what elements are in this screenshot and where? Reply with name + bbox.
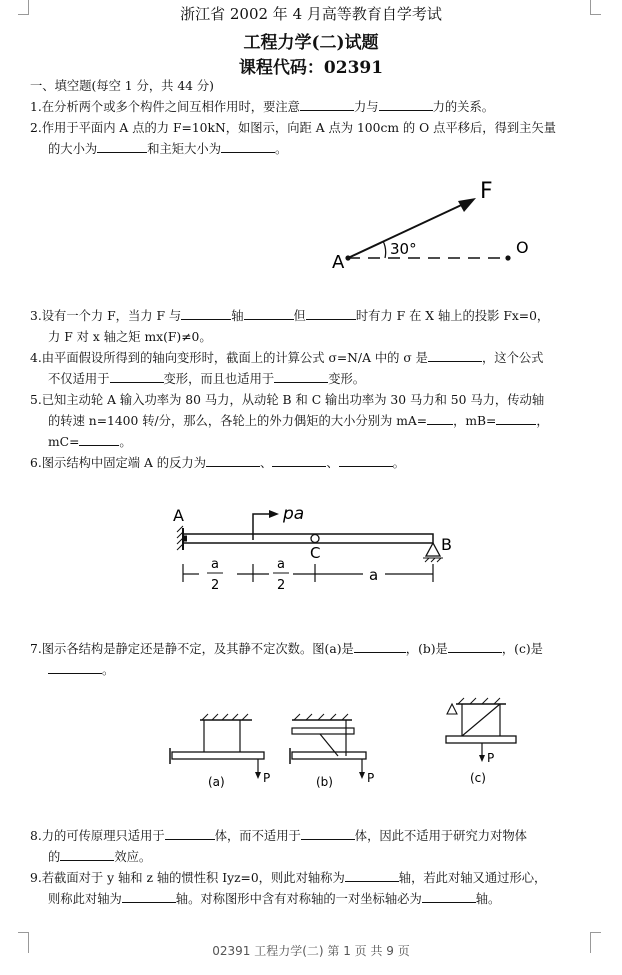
q6-blank-3[interactable] (339, 454, 393, 467)
dim3-label: a (369, 566, 379, 584)
q2-text-a: 的大小为 (48, 142, 98, 156)
point-a (345, 255, 350, 260)
q1-text-c: 力的关系。 (432, 100, 495, 114)
beam-diagram (165, 500, 465, 600)
q4-text-d: 变形，而且也适用于 (163, 372, 275, 386)
q8-text-b: 体，而不适用于 (214, 829, 301, 843)
q5-text-b: ，mB= (453, 414, 497, 428)
question-1 (30, 97, 494, 117)
question-7 (30, 639, 543, 659)
q1-blank-2[interactable] (379, 98, 433, 111)
structures-diagram (160, 690, 530, 800)
dim2-denominator: 2 (277, 578, 286, 593)
q3-blank-1[interactable] (181, 307, 231, 320)
question-6 (30, 453, 405, 473)
q7-blank-a[interactable] (354, 640, 406, 653)
q3-blank-3[interactable] (306, 307, 356, 320)
q7-blank-c[interactable] (48, 661, 102, 674)
q5-blank-ma[interactable] (427, 412, 453, 425)
exam-subject: 工程力学(二)试题 (243, 33, 379, 53)
label-pa: pa (283, 504, 305, 524)
q9-text-d: 轴。对称图形中含有对称轴的一对坐标轴必为 (175, 892, 422, 906)
question-5-line-2 (48, 411, 549, 431)
q7-blank-b[interactable] (448, 640, 502, 653)
question-5-line-1: 5.已知主动轮 A 输入功率为 80 马力，从动轮 B 和 C 输出功率为 30 马力和 50 马力，传动轴 (30, 393, 545, 407)
q1-text-b: 力与 (353, 100, 379, 114)
q4-text-c: 不仅适用于 (48, 372, 110, 386)
label-f: F (480, 179, 493, 204)
angle-arc (383, 241, 386, 258)
q5-text-e: 。 (119, 435, 132, 449)
q8-blank-1[interactable] (165, 827, 215, 840)
q8-blank-2[interactable] (301, 827, 355, 840)
point-o (505, 255, 510, 260)
support-hatching (423, 558, 443, 562)
q8-text-d: 的 (48, 850, 61, 864)
label-o: O (516, 238, 529, 257)
q4-text-e: 变形。 (328, 372, 366, 386)
force-diagram (330, 170, 540, 280)
label-a: A (332, 252, 345, 273)
structure-a (170, 714, 264, 779)
q3-text-c: 但 (293, 309, 306, 323)
q1-blank-1[interactable] (300, 98, 354, 111)
q3-text-d: 时有力 F 在 X 轴上的投影 Fx=0， (355, 309, 550, 323)
q5-text-a: 的转速 n=1400 转/分，那么，各轮上的外力偶矩的大小分别为 mA= (48, 414, 428, 428)
q3-text-b: 轴 (231, 309, 244, 323)
label-p-b: P (367, 771, 375, 785)
label-b: B (441, 535, 452, 554)
q9-blank-3[interactable] (422, 890, 476, 903)
q6-text-a: 6.图示结构中固定端 A 的反力为 (30, 456, 206, 470)
section-heading: 一、填空题(每空 1 分，共 44 分) (30, 79, 214, 93)
q5-blank-mb[interactable] (496, 412, 536, 425)
question-8 (30, 826, 527, 846)
structure-b (290, 714, 366, 779)
q9-text-e: 轴。 (475, 892, 501, 906)
q9-text-c: 则称此对轴为 (48, 892, 122, 906)
question-3 (30, 306, 549, 326)
q9-blank-2[interactable] (122, 890, 176, 903)
question-7-line-2 (48, 660, 114, 680)
hinge-c (311, 535, 319, 543)
caption-c: (c) (470, 771, 486, 785)
label-c: C (310, 544, 321, 562)
q9-blank-1[interactable] (345, 869, 399, 882)
question-3-line-2: 力 F 对 x 轴之矩 mx(F)≠0。 (48, 330, 212, 344)
q6-sep-2: 、 (326, 456, 339, 470)
question-2-line-2 (48, 139, 287, 159)
q4-blank-1[interactable] (428, 349, 482, 362)
roller-support-b (426, 543, 440, 556)
fixed-end-block (183, 536, 187, 542)
caption-b: (b) (316, 775, 333, 789)
page-footer: 02391 工程力学(二) 第 1 页 共 9 页 (212, 944, 410, 958)
course-code: 课程代码：02391 (238, 58, 384, 78)
question-5-line-3 (48, 432, 132, 452)
q2-text-b: 和主矩大小为 (147, 142, 221, 156)
q2-blank-1[interactable] (97, 140, 147, 153)
q6-blank-2[interactable] (272, 454, 326, 467)
q5-blank-mc[interactable] (79, 433, 119, 446)
question-4 (30, 348, 543, 368)
q8-text-e: 效应。 (114, 850, 152, 864)
caption-a: (a) (208, 775, 225, 789)
q6-sep-1: 、 (260, 456, 273, 470)
couple-arm (253, 514, 273, 540)
q7-text-c: ，(c)是 (501, 642, 543, 656)
label-a: A (173, 506, 184, 525)
q7-text-a: 7.图示各结构是静定还是静不定，及其静不定次数。图(a)是 (30, 642, 354, 656)
q5-text-d: mC= (48, 435, 80, 449)
q7-text-b: ，(b)是 (405, 642, 448, 656)
structure-c (446, 698, 516, 762)
q6-text-end: 。 (392, 456, 405, 470)
q3-blank-2[interactable] (244, 307, 294, 320)
q9-text-a: 9.若截面对于 y 轴和 z 轴的惯性积 Iyz=0，则此对轴称为 (30, 871, 345, 885)
q4-blank-3[interactable] (274, 370, 328, 383)
label-p-a: P (263, 771, 271, 785)
q8-text-a: 8.力的可传原理只适用于 (30, 829, 165, 843)
dim1-numerator: a (211, 557, 219, 572)
dim1-denominator: 2 (211, 578, 220, 593)
q4-blank-2[interactable] (110, 370, 164, 383)
force-arrowhead (458, 198, 476, 212)
label-p-c: P (487, 751, 495, 765)
couple-arrowhead (269, 510, 279, 518)
question-9-line-2 (48, 889, 500, 909)
dim2-numerator: a (277, 557, 285, 572)
question-8-line-2 (48, 847, 151, 867)
question-2-line-1: 2.作用于平面内 A 点的力 F=10kN，如图示，向距 A 点为 100cm 的 O 点平移后，得到主矢量 (30, 121, 557, 135)
q1-text-a: 1.在分析两个或多个构件之间互相作用时，要注意 (30, 100, 300, 114)
q8-text-c: 体，因此不适用于研究力对物体 (354, 829, 527, 843)
q2-blank-2[interactable] (221, 140, 275, 153)
q7-text-d: 。 (102, 663, 115, 677)
angle-label: 30° (390, 240, 417, 258)
question-9 (30, 868, 546, 888)
q8-blank-3[interactable] (60, 848, 114, 861)
question-4-line-2 (48, 369, 365, 389)
q2-text-c: 。 (275, 142, 288, 156)
q3-text-a: 3.设有一个力 F，当力 F 与 (30, 309, 182, 323)
q9-text-b: 轴，若此对轴又通过形心， (398, 871, 547, 885)
q4-text-b: ，这个公式 (481, 351, 544, 365)
q4-text-a: 4.由平面假设所得到的轴向变形时，截面上的计算公式 σ=N/A 中的 σ 是 (30, 351, 428, 365)
q5-text-c: ， (536, 414, 549, 428)
exam-title: 浙江省 2002 年 4 月高等教育自学考试 (180, 5, 442, 23)
beam (183, 534, 433, 543)
q6-blank-1[interactable] (206, 454, 260, 467)
